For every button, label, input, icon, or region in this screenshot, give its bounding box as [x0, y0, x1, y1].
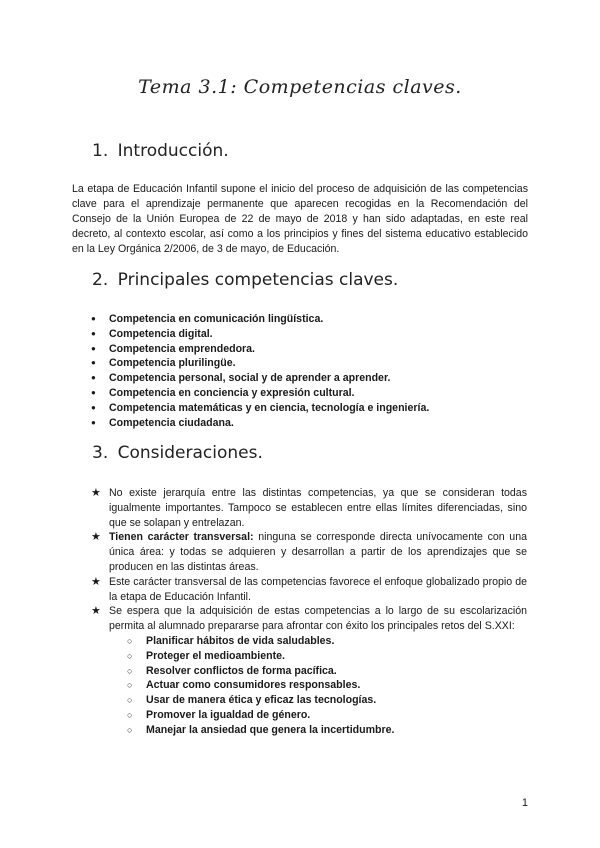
page-number: 1 — [521, 797, 528, 809]
list-item — [91, 486, 527, 530]
retos-list — [127, 634, 527, 738]
list-item — [127, 678, 527, 693]
section-heading-competencias — [92, 270, 398, 290]
list-item: ● Competencia en conciencia y expresión cultural. — [91, 386, 531, 401]
item-text: Planificar hábitos de vida saludables. — [146, 634, 335, 647]
star-icon: ★ — [91, 575, 101, 588]
list-item: ● Competencia personal, social y de aprender a aprender. — [91, 371, 531, 386]
list-item — [127, 708, 527, 723]
intro-paragraph: La etapa de Educación Infantil supone el inicio del proceso de adquisición de las competencias clave para el aprendizaje permanente que aparecen recogidas en la Recomendación del Consejo de la Unión Europea de 22 de mayo de 2018 y han sido adaptadas, en este real decreto, al contexto escolar, así como a los principios y fines del sistema educativo establecido en la Ley Orgánica 2/2006, de 3 de mayo, de Educación. — [72, 183, 528, 255]
star-icon: ★ — [91, 605, 101, 618]
section-heading-text: Principales competencias claves. — [117, 270, 399, 290]
section-heading-text: Consideraciones. — [117, 443, 263, 463]
consideraciones-list — [91, 486, 527, 738]
item-text: Manejar la ansiedad que genera la incertidumbre. — [146, 723, 395, 736]
list-item: ● Competencia en comunicación lingüística. — [91, 312, 531, 327]
list-item — [91, 530, 527, 574]
list-item — [91, 604, 527, 737]
list-item — [127, 649, 527, 664]
circle-bullet-icon: ○ — [127, 709, 133, 720]
section-number: 1. — [92, 141, 109, 161]
section-number: 3. — [92, 443, 109, 463]
list-item: ● Competencia ciudadana. — [91, 416, 531, 431]
section-heading-consideraciones — [92, 443, 263, 463]
competencias-list — [91, 312, 531, 430]
list-item — [127, 723, 527, 738]
item-text: Resolver conflictos de forma pacífica. — [146, 664, 337, 677]
list-item — [91, 575, 527, 605]
item-text: Promover la igualdad de género. — [146, 708, 311, 721]
item-text: Proteger el medioambiente. — [146, 649, 285, 662]
star-icon: ★ — [91, 487, 101, 499]
list-item — [127, 664, 527, 679]
page-title: Tema 3.1: Competencias claves. — [138, 76, 462, 98]
list-item: ● Competencia plurilingüe. — [91, 356, 531, 371]
circle-bullet-icon: ○ — [127, 635, 133, 646]
item-text: ninguna se corresponde directa unívocamente con una única área: y todas se adquieren y desarrollan a partir de los aprendizajes que se producen en las distintas áreas. — [109, 531, 527, 573]
list-item: ● Competencia emprendedora. — [91, 342, 531, 357]
list-item: ● Competencia digital. — [91, 327, 531, 342]
list-item: ● Competencia matemáticas y en ciencia, tecnología e ingeniería. — [91, 401, 531, 416]
circle-bullet-icon: ○ — [127, 650, 133, 661]
section-heading-introduccion — [92, 141, 229, 161]
star-icon: ★ — [91, 531, 101, 544]
item-text: No existe jerarquía entre las distintas competencias, ya que se consideran todas igualmente importantes. Tampoco se establecen entre ellas límites diferenciadas, sino que se solapan y entrelazan. — [109, 487, 527, 529]
section-heading-text: Introducción. — [117, 141, 229, 161]
list-item — [127, 634, 527, 649]
circle-bullet-icon: ○ — [127, 695, 133, 706]
item-text: Actuar como consumidores responsables. — [146, 679, 361, 692]
item-text: Usar de manera ética y eficaz las tecnologías. — [146, 694, 377, 707]
circle-bullet-icon: ○ — [127, 680, 133, 691]
item-text: Se espera que la adquisición de estas competencias a lo largo de su escolarización permita al alumnado prepararse para afrontar con éxito los principales retos del S.XXI: — [109, 605, 527, 633]
list-item — [127, 693, 527, 708]
item-bold: Tienen carácter transversal: — [109, 531, 254, 544]
section-number: 2. — [92, 270, 109, 290]
item-text: Este carácter transversal de las competencias favorece el enfoque globalizado propio de la etapa de Educación Infantil. — [109, 575, 527, 603]
circle-bullet-icon: ○ — [127, 724, 133, 735]
circle-bullet-icon: ○ — [127, 665, 133, 676]
